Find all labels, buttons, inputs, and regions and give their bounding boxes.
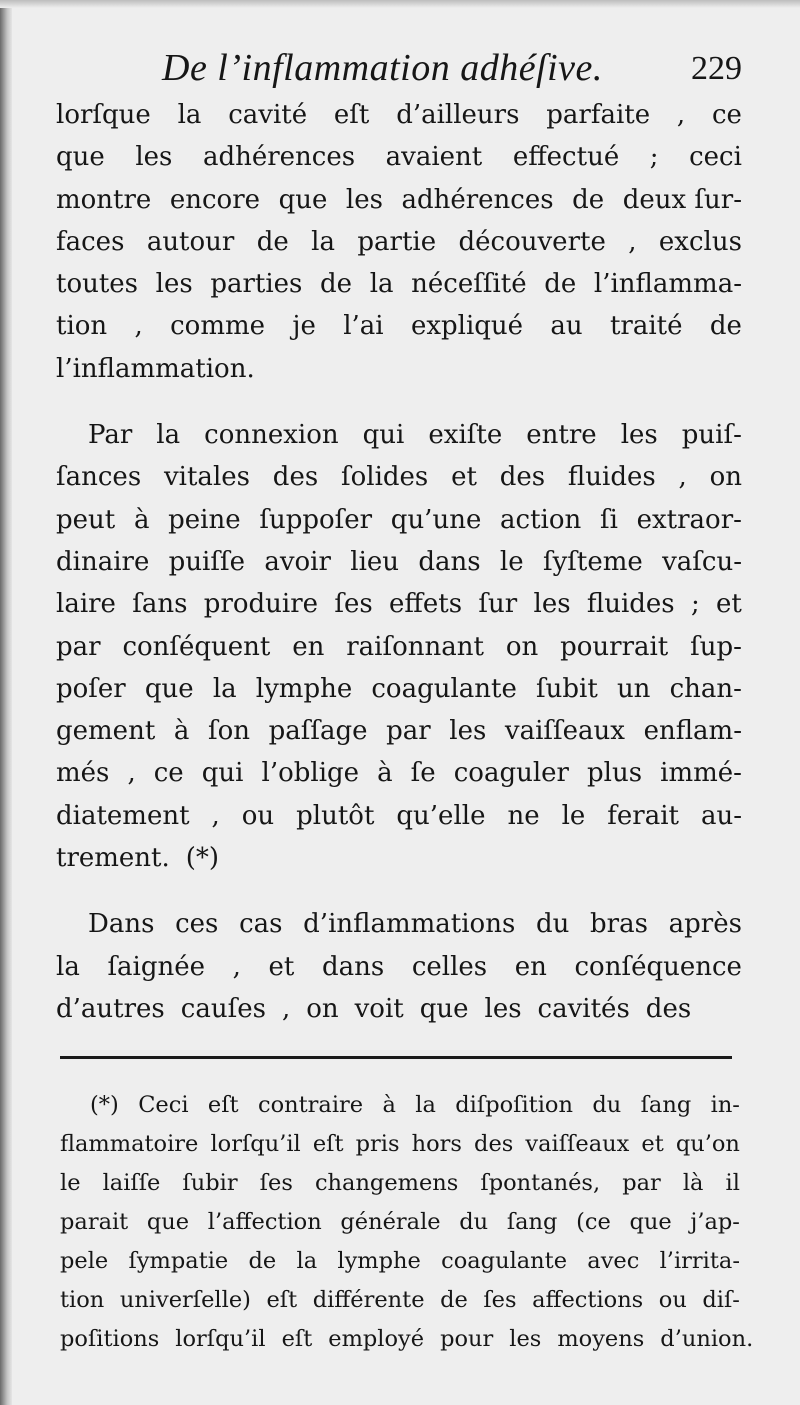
word: univerſelle) (119, 1287, 251, 1313)
word: ce (711, 100, 742, 130)
word: affections (532, 1287, 644, 1313)
word: diſ- (702, 1287, 740, 1313)
word: des (474, 1131, 514, 1157)
text-line (56, 414, 742, 456)
word: vitales (163, 462, 250, 493)
word: , (678, 462, 687, 493)
word: coagulante (441, 1248, 568, 1274)
word: , (134, 311, 143, 342)
word: les (620, 420, 658, 451)
word: de (440, 1287, 468, 1313)
word: immé- (660, 758, 742, 789)
word: enflam- (643, 716, 742, 747)
word: ſyſteme (542, 546, 643, 577)
word: après (668, 909, 742, 940)
word: raiſonnant (346, 631, 484, 662)
word: diſpoſition (455, 1092, 573, 1118)
word: par (56, 631, 101, 662)
word: ſubir (182, 1170, 238, 1196)
word: avoir (264, 546, 331, 577)
word: , (281, 993, 291, 1024)
word: la (311, 226, 335, 257)
word: parties (210, 269, 303, 300)
word: les (135, 142, 173, 173)
word: ſur (478, 589, 518, 620)
word: plutôt (296, 800, 375, 831)
word: fluides (586, 589, 675, 620)
word: d’autres (56, 993, 165, 1024)
word: més (56, 758, 110, 789)
text-line (56, 179, 742, 221)
word: que (146, 1209, 190, 1235)
word: chan- (669, 673, 742, 704)
word: néceſſité (411, 269, 527, 300)
word: différente (312, 1287, 425, 1313)
word: parait (60, 1209, 129, 1235)
word: ; (690, 589, 700, 620)
text-line (60, 1125, 740, 1164)
word: ſubit (536, 673, 598, 704)
word: exclus (658, 226, 742, 257)
running-title: De l’inflammation adhéſive. (162, 47, 603, 89)
word: voit (354, 993, 404, 1024)
word: qu’une (390, 504, 482, 535)
word: d’ailleurs (396, 100, 520, 130)
word: vaſcu- (662, 546, 742, 577)
word: paſſage (268, 716, 368, 747)
word: gement (56, 716, 156, 747)
word: en (292, 631, 325, 662)
word: du (459, 1209, 489, 1235)
word: cas (239, 909, 283, 940)
word: extraor- (636, 504, 742, 535)
word: j’ap- (690, 1209, 740, 1235)
word: et (268, 951, 295, 982)
word: l’ai (343, 311, 384, 342)
word: , (628, 226, 637, 257)
word: à (377, 758, 393, 789)
word: que (419, 993, 469, 1024)
text-line (56, 626, 742, 668)
word: pourrait (560, 631, 669, 662)
word: avec (587, 1248, 640, 1274)
word: ſe (410, 758, 436, 789)
word: par (386, 716, 431, 747)
word: de (256, 226, 289, 257)
word: en (514, 951, 547, 982)
text-line (56, 752, 742, 794)
word: ſuppoſer (259, 504, 373, 535)
word: dans (418, 546, 481, 577)
word: , (232, 951, 241, 982)
word: l’inflamma- (593, 269, 742, 300)
word: poſer (56, 673, 126, 704)
word: eſt (266, 1287, 298, 1313)
word: que (278, 184, 328, 215)
word: au (550, 311, 583, 342)
word: ou (241, 800, 275, 831)
word: cauſes (180, 993, 266, 1024)
word: les (533, 589, 571, 620)
word: l’irrita- (659, 1248, 740, 1274)
word: (*) (90, 1092, 119, 1118)
word: effets (389, 589, 463, 620)
word: la (415, 1092, 436, 1118)
word: que (144, 673, 194, 704)
word: plus (587, 758, 643, 789)
word: pele (60, 1248, 109, 1274)
word: générale (340, 1209, 441, 1235)
text-line (56, 305, 742, 347)
text-line (56, 988, 742, 1030)
word: on (709, 462, 742, 493)
word: eſt (281, 1326, 313, 1352)
word: Dans (88, 909, 155, 940)
text-line (56, 456, 742, 498)
word: eſt (207, 1092, 239, 1118)
word: (*) (185, 843, 220, 874)
word: fluides (567, 462, 656, 493)
word: entre (526, 420, 597, 451)
word: lymphe (337, 1248, 421, 1274)
word: peine (168, 504, 241, 535)
word: ſon (207, 716, 250, 747)
word: tion (60, 1287, 105, 1313)
word: les (509, 1326, 542, 1352)
paragraph-1 (56, 94, 742, 390)
word: la (56, 951, 80, 982)
word: , (127, 758, 136, 789)
word: hors (411, 1131, 462, 1157)
word: ne (507, 800, 540, 831)
word: les (155, 269, 193, 300)
text-line (60, 1086, 740, 1125)
word: de (320, 269, 353, 300)
word: que (56, 142, 105, 173)
word: ſaignée (107, 951, 206, 982)
word: qui (201, 758, 244, 789)
word: conſéquent (122, 631, 271, 662)
word: ſans (132, 589, 188, 620)
word: Par (88, 420, 133, 451)
word: ſances (56, 462, 142, 493)
word: là (682, 1170, 704, 1196)
word: puiſ- (681, 420, 742, 451)
word: et (451, 462, 477, 493)
word: eſt (333, 100, 370, 130)
word: produire (203, 589, 319, 620)
word: ſympatie (128, 1248, 229, 1274)
word: expliqué (410, 311, 524, 342)
word: ſang (640, 1092, 692, 1118)
word: qu’elle (396, 800, 486, 831)
word: que (629, 1209, 672, 1235)
word: la (369, 269, 394, 300)
text-line (56, 348, 742, 390)
text-line (56, 499, 742, 541)
page-edge-shadow (0, 0, 12, 1405)
word: ſpontanés, (480, 1170, 601, 1196)
word: de (544, 269, 577, 300)
text-line (56, 795, 742, 837)
word: in- (710, 1092, 740, 1118)
word: coagulante (371, 673, 517, 704)
word: le (499, 546, 524, 577)
word: trement. (56, 843, 170, 874)
text-line (60, 1281, 740, 1320)
word: deux ſur- (622, 184, 742, 215)
text-line (56, 541, 742, 583)
word: à (133, 504, 150, 535)
word: vaiſſeaux (504, 716, 625, 747)
word: adhérences (401, 184, 554, 215)
word: on (306, 993, 339, 1024)
word: diatement (56, 800, 190, 831)
word: pris (355, 1131, 400, 1157)
word: eſt (312, 1131, 344, 1157)
word: lieu (350, 546, 400, 577)
word: dinaire (56, 546, 150, 577)
word: les (449, 716, 487, 747)
text-line (56, 263, 742, 305)
word: un (616, 673, 651, 704)
word: la (212, 673, 237, 704)
footnote (60, 1086, 754, 1359)
text-line (56, 668, 742, 710)
word: l’inflammation. (56, 353, 255, 384)
page-header (162, 42, 742, 90)
text-line (56, 221, 742, 263)
word: ſup- (690, 631, 742, 662)
word: à (382, 1092, 396, 1118)
text-line (56, 903, 742, 945)
word: la (296, 1248, 318, 1274)
word: ; (649, 142, 659, 173)
word: puiſſe (168, 546, 246, 577)
footnote-rule (60, 1056, 732, 1059)
word: tion (56, 311, 108, 342)
word: des (499, 462, 546, 493)
page-top-shadow (0, 0, 800, 8)
word: à (173, 716, 190, 747)
word: effectué (512, 142, 620, 173)
word: montre (56, 184, 152, 215)
word: de (572, 184, 605, 215)
word: , (676, 100, 686, 130)
word: les (484, 993, 522, 1024)
word: poſitions (60, 1326, 160, 1352)
text-line (60, 1203, 740, 1242)
word: lorſque (56, 100, 151, 130)
word: des (645, 993, 692, 1024)
text-line (60, 1320, 754, 1359)
word: ſes (483, 1287, 517, 1313)
paragraph-2 (56, 414, 742, 879)
word: peut (56, 504, 116, 535)
word: les (345, 184, 383, 215)
text-line (60, 1242, 740, 1281)
word: au- (700, 800, 742, 831)
word: et (716, 589, 742, 620)
word: autour (146, 226, 235, 257)
word: ceci (689, 142, 742, 173)
word: d’union. (660, 1326, 754, 1352)
word: on (505, 631, 539, 662)
word: cavités (537, 993, 630, 1024)
word: lorſqu’il (210, 1131, 301, 1157)
word: laire (56, 589, 116, 620)
text-line (56, 94, 742, 136)
word: conſéquence (574, 951, 742, 982)
text-line (56, 946, 742, 988)
word: vaiſſeaux (525, 1131, 630, 1157)
word: Ceci (138, 1092, 189, 1118)
word: (ce (576, 1209, 611, 1235)
word: exiſte (428, 420, 503, 451)
word: le (60, 1170, 81, 1196)
word: comme (170, 311, 266, 342)
word: parfaite (546, 100, 651, 130)
word: je (292, 311, 316, 342)
word: d’inflammations (303, 909, 516, 940)
word: par (622, 1170, 661, 1196)
word: dans (321, 951, 385, 982)
word: ce (153, 758, 184, 789)
word: , (211, 800, 220, 831)
word: la (177, 100, 202, 130)
word: la (156, 420, 181, 451)
word: encore (169, 184, 261, 215)
word: flammatoire (60, 1131, 199, 1157)
word: adhérences (202, 142, 356, 173)
word: ſolides (340, 462, 429, 493)
word: pour (440, 1326, 494, 1352)
word: ou (658, 1287, 687, 1313)
word: contraire (257, 1092, 364, 1118)
body-text (56, 94, 742, 1054)
word: l’affection (207, 1209, 322, 1235)
word: moyens (557, 1326, 645, 1352)
page-number: 229 (691, 50, 742, 87)
word: faces (56, 226, 125, 257)
word: coaguler (453, 758, 569, 789)
word: il (725, 1170, 740, 1196)
word: découverte (458, 226, 606, 257)
word: lymphe (255, 673, 353, 704)
text-line (56, 136, 742, 178)
word: celles (411, 951, 488, 982)
word: employé (328, 1326, 425, 1352)
word: toutes (56, 269, 139, 300)
word: partie (357, 226, 437, 257)
word: ces (175, 909, 219, 940)
text-line (56, 710, 742, 752)
text-line (56, 583, 742, 625)
word: connexion (204, 420, 339, 451)
word: ſes (259, 1170, 293, 1196)
word: des (272, 462, 319, 493)
word: qui (362, 420, 405, 451)
word: action (500, 504, 582, 535)
paragraph-3 (56, 903, 742, 1030)
word: l’oblige (261, 758, 360, 789)
word: qu’on (675, 1131, 740, 1157)
word: bras (590, 909, 648, 940)
word: le (561, 800, 586, 831)
word: laiſſe (102, 1170, 161, 1196)
word: changemens (314, 1170, 459, 1196)
text-line (60, 1164, 740, 1203)
text-line (56, 837, 742, 879)
word: ſi (599, 504, 618, 535)
word: du (592, 1092, 622, 1118)
word: et (641, 1131, 664, 1157)
word: du (535, 909, 570, 940)
word: traité (609, 311, 683, 342)
word: ſang (506, 1209, 558, 1235)
word: de (709, 311, 742, 342)
word: ſes (334, 589, 373, 620)
word: cavité (228, 100, 308, 130)
word: lorſqu’il (175, 1326, 266, 1352)
word: avaient (385, 142, 483, 173)
word: ferait (607, 800, 679, 831)
word: de (248, 1248, 277, 1274)
